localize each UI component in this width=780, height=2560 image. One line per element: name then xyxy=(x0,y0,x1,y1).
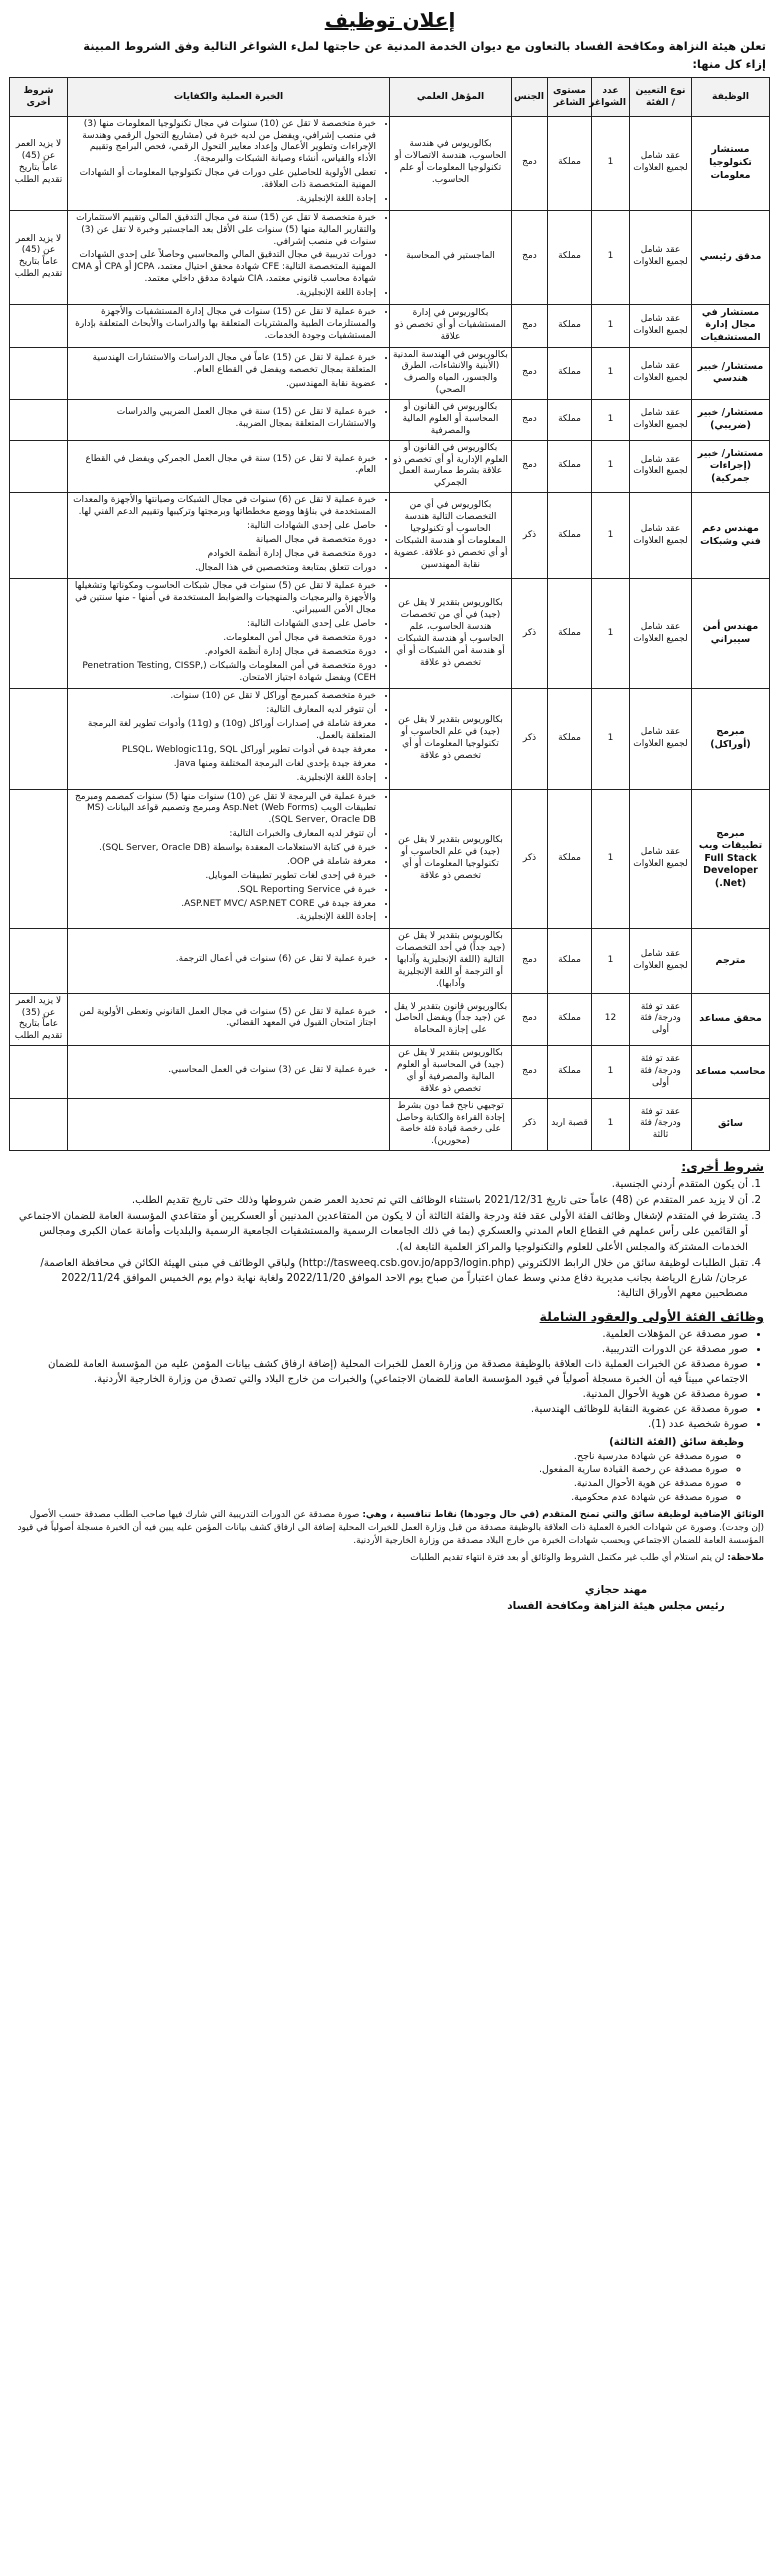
gender-cell: ذكر xyxy=(512,789,548,929)
gender-cell: دمج xyxy=(512,929,548,993)
appointment-type-cell: عقد شامل لجميع العلاوات xyxy=(630,929,692,993)
qualification-cell: الماجستير في المحاسبة xyxy=(390,210,512,304)
experience-item: • حاصل على إحدى الشهادات التالية: xyxy=(71,521,376,533)
experience-item: • معرفة جيدة في أدوات تطوير أوراكل PLSQL، Weblogic11g, SQL xyxy=(71,745,376,757)
qualification-cell: بكالوريوس بتقدير لا يقل عن (جيد) في علم الحاسوب أو تكنولوجيا المعلومات أو أي تخصص ذو علاقة xyxy=(390,689,512,789)
note-label: ملاحظة: xyxy=(727,1552,764,1563)
experience-list xyxy=(71,792,386,925)
job-advertisement xyxy=(10,0,770,1614)
experience-item: • خبرة عملية لا تقل عن (6) سنوات في مجال الشبكات وصيانتها والأجهزة والمعدات المستخدمة في بناؤها ووضع مخططاتها وبرمجتها وتركيبها وتقييم الدعم الفني لها. xyxy=(71,495,376,519)
experience-item: • خبرة في SQL Reporting Service. xyxy=(71,885,376,897)
appointment-type-cell: عقد شامل لجميع العلاوات xyxy=(630,440,692,493)
additional-docs-note xyxy=(16,1509,764,1548)
vacancy-level-cell: قصبة اربد xyxy=(548,1098,592,1151)
other-conditions-cell xyxy=(10,493,68,579)
experience-item: • أن تتوفر لديه المعارف التالية: xyxy=(71,705,376,717)
experience-item: • دورات تدريبية في مجال التدقيق المالي والمحاسبي وحاصلاً على إحدى الشهادات المهنية المتخصصة التالية: CFE شهادة محقق احتيال معتمد، JCPA أو CPA أو CMA شهادة محاسب قانوني معتمد، CIA شهادة مدقق داخلي معتمد. xyxy=(71,250,376,286)
experience-list xyxy=(71,454,386,478)
experience-cell xyxy=(68,789,390,929)
vacancy-count-cell: 1 xyxy=(592,440,630,493)
job-title-cell: مبرمج تطبيقات ويب Full Stack Developer (.Net) xyxy=(692,789,770,929)
experience-item: • إجادة اللغة الإنجليزية. xyxy=(71,773,376,785)
driver-docs-title: وظيفة سائق (الفئة الثالثة) xyxy=(609,1436,744,1448)
other-conditions-cell: لا يزيد العمر عن (35) عاماً بتاريخ تقديم الطلب xyxy=(10,993,68,1046)
appointment-type-cell: عقد شامل لجميع العلاوات xyxy=(630,116,692,210)
document-item: • صورة مصدقة عن الخبرات العملية ذات العلاقة بالوظيفة مصدقة من وزارة العمل للخبرات المحلية (إضافة ارفاق كشف بيانات المؤمن عليه من المؤسسة العامة للضمان الاجتماعي مبيناً فيه أن الخبرة مسجلة أصولياً في قيود المؤسسة العامة للضمان الاجتماعي) والخبرات من خارج البلاد والتي تصدق من وزارة الخارجية الأردنية. xyxy=(18,1357,748,1387)
col-header: الجنس xyxy=(512,77,548,116)
document-item: • صورة مصدقة عن عضوية النقابة للوظائف الهندسية. xyxy=(18,1402,748,1417)
experience-item: • خبرة عملية لا تقل عن (6) سنوات في أعمال الترجمة. xyxy=(71,954,376,966)
experience-list xyxy=(71,581,386,684)
job-title-cell: مهندس أمن سيبراني xyxy=(692,579,770,689)
driver-document-item: ◦ صورة مصدقة عن هوية الأحوال المدنية. xyxy=(18,1477,728,1491)
experience-item: • دورة متخصصة في مجال الصيانة xyxy=(71,535,376,547)
gender-cell: دمج xyxy=(512,347,548,400)
col-header: عدد الشواغر xyxy=(592,77,630,116)
experience-list xyxy=(71,691,386,784)
experience-item: • خبرة عملية لا تقل عن (15) عاماً في مجال الدراسات والاستشارات الهندسية المتعلقة بمجال تخصصه ويفضل في القطاع العام. xyxy=(71,353,376,377)
qualification-cell: توجيهي ناجح فما دون بشرط إجادة القراءة والكتابة وحاصل على رخصة قيادة فئة خاصة (محورين). xyxy=(390,1098,512,1151)
table-row xyxy=(10,1098,770,1151)
vacancy-level-cell: مملكة xyxy=(548,210,592,304)
condition-item: 1. أن يكون المتقدم أردني الجنسية. xyxy=(18,1177,748,1192)
experience-cell xyxy=(68,579,390,689)
vacancy-level-cell: مملكة xyxy=(548,493,592,579)
signature-block xyxy=(486,1583,746,1615)
experience-item: • خبرة متخصصة لا تقل عن (15) سنة في مجال التدقيق المالي وتقييم الاستثمارات والتقارير المالية منها (5) سنوات على الأقل بعد الماجستير وخبرة لا تقل عن (3) سنوات في منصب إشرافي. xyxy=(71,213,376,249)
table-row xyxy=(10,440,770,493)
job-title-cell: مستشار/ خبير (إجراءات جمركية) xyxy=(692,440,770,493)
experience-item: • خبرة متخصصة كمبرمج أوراكل لا تقل عن (10) سنوات. xyxy=(71,691,376,703)
experience-cell xyxy=(68,347,390,400)
experience-list xyxy=(71,119,386,206)
driver-document-item: ◦ صورة مصدقة عن رخصة القيادة سارية المفعول. xyxy=(18,1463,728,1477)
experience-item: • خبرة عملية لا تقل عن (15) سنة في مجال العمل الضريبي والدراسات والاستشارات المتعلقة بمجال الضريبة. xyxy=(71,407,376,431)
experience-item: • أن تتوفر لديه المعارف والخبرات التالية: xyxy=(71,829,376,841)
experience-item: • دورة متخصصة في مجال إدارة أنظمة الخوادم xyxy=(71,549,376,561)
document-item: • صورة شخصية عدد (1). xyxy=(18,1417,748,1432)
qualification-cell: بكالوريوس في إدارة المستشفيات أو أي تخصص ذو علاقة xyxy=(390,304,512,347)
experience-list xyxy=(71,954,386,966)
experience-item: • معرفة جيدة بإحدى لغات البرمجة المختلفة ومنها Java. xyxy=(71,759,376,771)
experience-cell xyxy=(68,1046,390,1099)
experience-cell xyxy=(68,1098,390,1151)
vacancy-level-cell: مملكة xyxy=(548,440,592,493)
vacancy-level-cell: مملكة xyxy=(548,1046,592,1099)
experience-item: • خبرة عملية لا تقل عن (5) سنوات في مجال شبكات الحاسوب ومكوناتها وتشغيلها والأجهزة والبرمجيات والمنهجيات والضوابط المستخدمة في أمنها - منها سنتين في مجال الأمن السيبراني. xyxy=(71,581,376,617)
gender-cell: ذكر xyxy=(512,689,548,789)
vacancy-count-cell: 1 xyxy=(592,579,630,689)
experience-item: • خبرة عملية لا تقل عن (3) سنوات في العمل المحاسبي. xyxy=(71,1065,376,1077)
vacancy-count-cell: 1 xyxy=(592,210,630,304)
table-row xyxy=(10,304,770,347)
table-row xyxy=(10,929,770,993)
vacancy-level-cell: مملكة xyxy=(548,579,592,689)
driver-documents-list xyxy=(10,1450,770,1505)
vacancy-level-cell: مملكة xyxy=(548,929,592,993)
qualification-cell: بكالوريوس في أي من التخصصات التالية هندسة الحاسوب أو تكنولوجيا المعلومات أو هندسة الشبكات أو أي تخصص ذو علاقة. عضوية نقابة المهندسين xyxy=(390,493,512,579)
table-row xyxy=(10,993,770,1046)
experience-item: • إجادة اللغة الإنجليزية. xyxy=(71,912,376,924)
condition-item: 2. أن لا يزيد عمر المتقدم عن (48) عاماً حتى تاريخ 2021/12/31 باستثناء الوظائف التي تم تحديد العمر ضمن شروطها وذلك حتى تاريخ تقديم الطلب. xyxy=(18,1193,748,1208)
qualification-cell: بكالوريوس بتقدير لا يقل عن (جيد) في علم الحاسوب أو تكنولوجيا المعلومات أو أي تخصص ذو علاقة xyxy=(390,789,512,929)
other-conditions-cell xyxy=(10,929,68,993)
table-header-row xyxy=(10,77,770,116)
vacancy-level-cell: مملكة xyxy=(548,993,592,1046)
document-item: • صورة مصدقة عن هوية الأحوال المدنية. xyxy=(18,1387,748,1402)
gender-cell: ذكر xyxy=(512,493,548,579)
other-conditions-cell: لا يزيد العمر عن (45) عاماً بتاريخ تقديم الطلب xyxy=(10,116,68,210)
experience-cell xyxy=(68,689,390,789)
experience-list xyxy=(71,495,386,574)
jobs-table xyxy=(9,77,770,1152)
vacancy-count-cell: 1 xyxy=(592,347,630,400)
experience-item: • خبرة في كتابة الاستعلامات المعقدة بواسطة (SQL Server, Oracle DB). xyxy=(71,843,376,855)
experience-item: • خبرة في إحدى لغات تطوير تطبيقات الموبايل. xyxy=(71,871,376,883)
qualification-cell: بكالوريوس في الهندسة المدنية (الأبنية والانشاءات، الطرق والجسور، المياه والصرف الصحي) xyxy=(390,347,512,400)
appointment-type-cell: عقد شامل لجميع العلاوات xyxy=(630,304,692,347)
appointment-type-cell: عقد شامل لجميع العلاوات xyxy=(630,689,692,789)
table-row xyxy=(10,116,770,210)
col-header: مستوى الشاغر xyxy=(548,77,592,116)
other-conditions-cell xyxy=(10,789,68,929)
experience-list xyxy=(71,353,386,391)
experience-cell xyxy=(68,493,390,579)
appointment-type-cell: عقد شامل لجميع العلاوات xyxy=(630,579,692,689)
experience-item: • دورة متخصصة في أمن المعلومات والشبكات (Penetration Testing, CISSP, CEH) ويفضل شهادة اجتياز الامتحان. xyxy=(71,661,376,685)
other-conditions-cell xyxy=(10,579,68,689)
experience-list xyxy=(71,1065,386,1077)
experience-item: • خبرة عملية في البرمجة لا تقل عن (10) سنوات منها (5) سنوات كمصمم ومبرمج تطبيقات الويب Asp.Net (Web Forms) ومبرمج وتصميم قواعد البيانات (MS SQL Server, Oracle DB). xyxy=(71,792,376,828)
job-title-cell: مهندس دعم فني وشبكات xyxy=(692,493,770,579)
job-title-cell: مستشار/ خبير (ضريبي) xyxy=(692,400,770,441)
vacancy-count-cell: 1 xyxy=(592,689,630,789)
col-header: المؤهل العلمي xyxy=(390,77,512,116)
experience-list xyxy=(71,1007,386,1031)
gender-cell: دمج xyxy=(512,210,548,304)
vacancy-level-cell: مملكة xyxy=(548,304,592,347)
vacancy-count-cell: 12 xyxy=(592,993,630,1046)
vacancy-count-cell: 1 xyxy=(592,116,630,210)
conditions-title: شروط أخرى: xyxy=(681,1159,764,1175)
vacancy-count-cell: 1 xyxy=(592,1046,630,1099)
experience-item: • خبرة متخصصة لا تقل عن (10) سنوات في مجال تكنولوجيا المعلومات منها (3) في منصب إشرافي، ويفضل من لديه خبرة في (مشاريع التحول الرقمي وهندسة الإجراءات وتطوير الأعمال وإعداد معايير التحول الرقمي، فحص البرامج وتقييم الأداء والقياس، أنشاء وصيانة الشبكات والبرمجة). xyxy=(71,119,376,167)
experience-item: • دورات تتعلق بمتابعة ومتخصصين في هذا المجال. xyxy=(71,563,376,575)
job-title-cell: مستشار تكنولوجيا معلومات xyxy=(692,116,770,210)
appointment-type-cell: عقد تو فئة ودرجة/ فئة أولى xyxy=(630,993,692,1046)
ad-title: إعلان توظيف xyxy=(324,8,456,32)
other-conditions-cell xyxy=(10,400,68,441)
gender-cell: دمج xyxy=(512,993,548,1046)
qualification-cell: بكالوريوس بتقدير لا يقل عن (جيد جداً) في أحد التخصصات التالية (اللغة الإنجليزية وآدابها أو الترجمة أو اللغة الإنجليزية وآدابها). xyxy=(390,929,512,993)
experience-item: • معرفة جيدة في ASP.NET MVC/ ASP.NET CORE. xyxy=(71,899,376,911)
experience-cell xyxy=(68,400,390,441)
job-title-cell: سائق xyxy=(692,1098,770,1151)
table-row xyxy=(10,400,770,441)
vacancy-count-cell: 1 xyxy=(592,400,630,441)
job-title-cell: مدقق رئيسي xyxy=(692,210,770,304)
gender-cell: دمج xyxy=(512,440,548,493)
experience-cell xyxy=(68,440,390,493)
table-row xyxy=(10,493,770,579)
gender-cell: ذكر xyxy=(512,579,548,689)
vacancy-count-cell: 1 xyxy=(592,929,630,993)
experience-cell xyxy=(68,210,390,304)
col-header: شروط أخرى xyxy=(10,77,68,116)
conditions-list xyxy=(10,1177,770,1301)
experience-cell xyxy=(68,116,390,210)
qualification-cell: بكالوريوس بتقدير لا يقل عن (جيد) في المحاسبة أو العلوم المالية والمصرفية أو أي تخصص ذو علاقة xyxy=(390,1046,512,1099)
experience-item: • خبرة عملية لا تقل عن (5) سنوات في مجال العمل القانوني وتعطى الأولوية لمن اجتاز امتحان القبول في المعهد القضائي. xyxy=(71,1007,376,1031)
condition-item: 3. يشترط في المتقدم لإشغال وظائف الفئة الأولى عقد فئة ودرجة والفئة الثالثة أن لا يكون من المتقاعدين المدنيين أو العسكريين أو متقاعدي المؤسسة العامة للضمان الاجتماعي أو القائمين على رأس عملهم في القطاع العام المدني والعسكري (بما في ذلك الجامعات الرسمية والمستشفيات الجامعية الرسمية والبلديات وأمانة عمان الكبرى ومجالس الخدمات المشتركة والمجلس الأعلى للعلوم والتكنولوجيا والمراكز العلمية التابعة له). xyxy=(18,1209,748,1254)
experience-list xyxy=(71,407,386,431)
experience-item: • دورة متخصصة في مجال أمن المعلومات. xyxy=(71,633,376,645)
gender-cell: دمج xyxy=(512,1046,548,1099)
job-title-cell: مستشار في مجال إدارة المستشفيات xyxy=(692,304,770,347)
job-title-cell: محاسب مساعد xyxy=(692,1046,770,1099)
experience-item: • خبرة عملية لا تقل عن (15) سنوات في مجال إدارة المستشفيات والأجهزة والمستلزمات الطبية والمشتريات المتعلقة بها والدراسات والأبحاث المتعلقة بإدارة المستشفيات وجودة الخدمات. xyxy=(71,307,376,343)
qualification-cell: بكالوريوس بتقدير لا يقل عن (جيد) في أي من تخصصات هندسة الحاسوب، علم الحاسوب أو هندسة الشبكات أو هندسة أمن الشبكات أو أي تخصص ذو علاقة xyxy=(390,579,512,689)
experience-item: • دورة متخصصة في مجال إدارة أنظمة الخوادم. xyxy=(71,647,376,659)
appointment-type-cell: عقد شامل لجميع العلاوات xyxy=(630,347,692,400)
experience-cell xyxy=(68,929,390,993)
appointment-type-cell: عقد تو فئة ودرجة/ فئة أولى xyxy=(630,1046,692,1099)
other-conditions-cell xyxy=(10,689,68,789)
documents-list xyxy=(10,1327,770,1433)
vacancy-count-cell: 1 xyxy=(592,789,630,929)
experience-item: • إجادة اللغة الإنجليزية. xyxy=(71,288,376,300)
job-title-cell: محقق مساعد xyxy=(692,993,770,1046)
experience-item: • حاصل على إحدى الشهادات التالية: xyxy=(71,619,376,631)
experience-list xyxy=(71,307,386,343)
qualification-cell: بكالوريوس قانون بتقدير لا يقل عن (جيد جداً) ويفضل الحاصل على إجازة المحاماة xyxy=(390,993,512,1046)
col-header: الوظيفة xyxy=(692,77,770,116)
experience-item: • إجادة اللغة الإنجليزية. xyxy=(71,194,376,206)
qualification-cell: بكالوريوس في القانون أو العلوم الإدارية أو أي تخصص ذو علاقة بشرط ممارسة العمل الجمركي xyxy=(390,440,512,493)
job-title-cell: مبرمج (أوراكل) xyxy=(692,689,770,789)
qualification-cell: بكالوريوس في القانون أو المحاسبة أو العلوم المالية والمصرفية xyxy=(390,400,512,441)
experience-cell xyxy=(68,993,390,1046)
table-row xyxy=(10,1046,770,1099)
table-row xyxy=(10,789,770,929)
col-header: نوع التعيين / الفئة xyxy=(630,77,692,116)
vacancy-level-cell: مملكة xyxy=(548,689,592,789)
note-text: صورة مصدقة عن الدورات التدريبية التي شارك فيها صاحب الطلب مصدقة حسب الأصول (إن وجدت). وصورة عن شهادات الخبرة العملية ذات العلاقة بالوظيفة مصدقة من قبل وزارة العمل للخبرات المحلية إضافة الى ارفاق كشف بيانات المؤمن عليه يبين فيه أن الخبرة مسجلة أصولياً في قيود المؤسسة العامة للضمان الاجتماعي وبحسب شهادات الخبرة من خارج البلاد مصدقة من وزارة الخارجية الأردنية. xyxy=(17,1509,764,1546)
appointment-type-cell: عقد شامل لجميع العلاوات xyxy=(630,210,692,304)
table-row xyxy=(10,210,770,304)
table-row xyxy=(10,689,770,789)
appointment-type-cell: عقد شامل لجميع العلاوات xyxy=(630,789,692,929)
experience-item: • معرفة شاملة في إصدارات أوراكل (10g) و (11g) وأدوات تطوير لغة البرمجة المتعلقة بالعمل. xyxy=(71,719,376,743)
signatory-name: مهند حجازي xyxy=(584,1583,648,1596)
vacancy-count-cell: 1 xyxy=(592,1098,630,1151)
document-item: • صور مصدقة عن المؤهلات العلمية. xyxy=(18,1327,748,1342)
document-item: • صور مصدقة عن الدورات التدريبية. xyxy=(18,1342,748,1357)
experience-cell xyxy=(68,304,390,347)
note-label: الوثائق الإضافية لوظيفة سائق والتي تمنح المتقدم (في حال وجودها) نقاط تنافسية ، وهي: xyxy=(362,1509,764,1520)
docs-title: وظائف الفئة الأولى والعقود الشاملة xyxy=(539,1308,764,1324)
gender-cell: دمج xyxy=(512,116,548,210)
condition-item: 4. تقبل الطلبات لوظيفة سائق من خلال الرابط الالكتروني (http://tasweeq.csb.gov.jo/app3/login.php) ولباقي الوظائف في مبنى الهيئة الكائن في محافظة العاصمة/ عرجان/ شارع الرياضة بجانب مديرية دفاع مدني وسط عمان اعتباراً من صباح يوم الاحد الموافق 2022/11/20 ولغاية نهاية دوام يوم الخميس الموافق 2022/11/24 مصطحبين معهم الأوراق التالية: xyxy=(18,1256,748,1301)
experience-item: • خبرة عملية لا تقل عن (15) سنة في مجال العمل الجمركي ويفضل في القطاع العام. xyxy=(71,454,376,478)
vacancy-level-cell: مملكة xyxy=(548,789,592,929)
signatory-title: رئيس مجلس هيئة النزاهة ومكافحة الفساد xyxy=(507,1599,725,1612)
appointment-type-cell: عقد شامل لجميع العلاوات xyxy=(630,400,692,441)
ad-intro: تعلن هيئة النزاهة ومكافحة الفساد بالتعاون مع ديوان الخدمة المدنية عن حاجتها لملء الشواغر التالية وفق الشروط المبينة xyxy=(83,39,766,53)
job-title-cell: مستشار/ خبير هندسي xyxy=(692,347,770,400)
experience-item: • تعطى الأولوية للحاصلين على دورات في مجال تكنولوجيا المعلومات أو الشهادات المهنية المتخصصة ذات العلاقة. xyxy=(71,168,376,192)
qualification-cell: بكالوريوس في هندسة الحاسوب، هندسة الاتصالات أو تكنولوجيا المعلومات أو علم الحاسوب. xyxy=(390,116,512,210)
vacancy-level-cell: مملكة xyxy=(548,400,592,441)
other-conditions-cell xyxy=(10,1046,68,1099)
other-conditions-cell xyxy=(10,1098,68,1151)
experience-list xyxy=(71,213,386,300)
gender-cell: ذكر xyxy=(512,1098,548,1151)
ad-intro-tail: إزاء كل منها: xyxy=(692,56,766,71)
gender-cell: دمج xyxy=(512,400,548,441)
other-conditions-cell xyxy=(10,347,68,400)
vacancy-count-cell: 1 xyxy=(592,304,630,347)
driver-document-item: ◦ صورة مصدقة عن شهادة مدرسية ناجح. xyxy=(18,1450,728,1464)
job-title-cell: مترجم xyxy=(692,929,770,993)
col-header: الخبرة العملية والكفايات xyxy=(68,77,390,116)
final-note xyxy=(16,1552,764,1565)
driver-document-item: ◦ صورة مصدقة عن شهادة عدم محكومية. xyxy=(18,1491,728,1505)
note-text: لن يتم استلام أي طلب غير مكتمل الشروط والوثائق أو بعد فترة انتهاء تقديم الطلبات xyxy=(410,1552,725,1563)
other-conditions-cell: لا يزيد العمر عن (45) عاماً بتاريخ تقديم الطلب xyxy=(10,210,68,304)
table-row xyxy=(10,579,770,689)
table-row xyxy=(10,347,770,400)
experience-item: • معرفة شاملة في OOP. xyxy=(71,857,376,869)
gender-cell: دمج xyxy=(512,304,548,347)
vacancy-count-cell: 1 xyxy=(592,493,630,579)
other-conditions-cell xyxy=(10,304,68,347)
appointment-type-cell: عقد تو فئة ودرجة/ فئة ثالثة xyxy=(630,1098,692,1151)
appointment-type-cell: عقد شامل لجميع العلاوات xyxy=(630,493,692,579)
vacancy-level-cell: مملكة xyxy=(548,116,592,210)
vacancy-level-cell: مملكة xyxy=(548,347,592,400)
experience-item: • عضوية نقابة المهندسين. xyxy=(71,379,376,391)
other-conditions-cell xyxy=(10,440,68,493)
